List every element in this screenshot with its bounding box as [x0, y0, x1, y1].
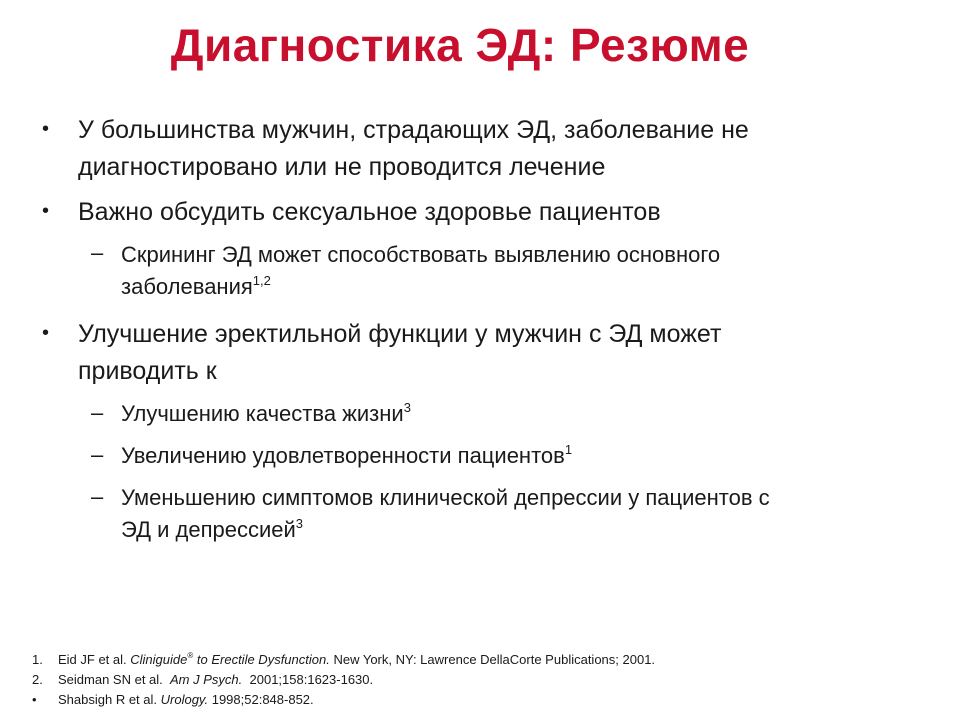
sub-item-2-1: [121, 239, 921, 303]
bullet-item-1: [78, 112, 898, 186]
reference-1: 1. Eid JF et al. Cliniguide® to Erectile Dysfunction. New York, NY: Lawrence DellaCorte Publications; 2001.: [32, 651, 656, 667]
bullet-item-2: Важно обсудить сексуальное здоровье пациентов: [78, 198, 661, 226]
bullet-marker: •: [42, 200, 50, 222]
bullet-3-line-1: Улучшение эректильной функции у мужчин с ЭД может: [78, 320, 722, 348]
citation-sup: 3: [295, 516, 303, 531]
sub-item-2-1-line-1: Скрининг ЭД может способствовать выявлению основного: [121, 242, 721, 267]
dash-marker: –: [91, 240, 104, 265]
slide-title: Диагностика ЭД: Резюме: [170, 19, 750, 71]
bullet-3-line-2: приводить к: [78, 357, 217, 385]
sub-item-3-1: Улучшению качества жизни$^3$: [121, 400, 411, 426]
citation-sup: 1: [564, 442, 573, 457]
sub-item-3-3-line-2: ЭД и депрессией$^3$: [121, 516, 303, 542]
bullet-marker: •: [42, 322, 50, 344]
dash-marker: –: [91, 484, 104, 509]
sub-item-3-3: [121, 482, 921, 546]
citation-sup: 1,2: [252, 273, 271, 288]
bullet-1-line-1: У большинства мужчин, страдающих ЭД, заболевание не: [78, 116, 749, 144]
sub-item-3-3-line-1: Уменьшению симптомов клинической депрессии у пациентов с: [121, 485, 770, 510]
bullet-item-3: [78, 316, 898, 390]
dash-marker: –: [91, 400, 104, 425]
reference-3: • Shabsigh R et al. Urology. 1998;52:848-852.: [32, 692, 314, 707]
sub-item-3-2: Увеличению удовлетворенности пациентов$^1$: [121, 442, 573, 468]
sub-item-2-1-line-2: заболевания$^{1,2}$: [121, 273, 271, 299]
reference-2: 2. Seidman SN et al. Am J Psych. 2001;158:1623-1630.: [32, 672, 374, 687]
bullet-1-line-2: диагностировано или не проводится лечение: [78, 153, 606, 181]
citation-sup: 3: [403, 400, 411, 415]
references: [32, 650, 655, 710]
dash-marker: –: [91, 442, 104, 467]
bullet-marker: •: [42, 118, 50, 140]
